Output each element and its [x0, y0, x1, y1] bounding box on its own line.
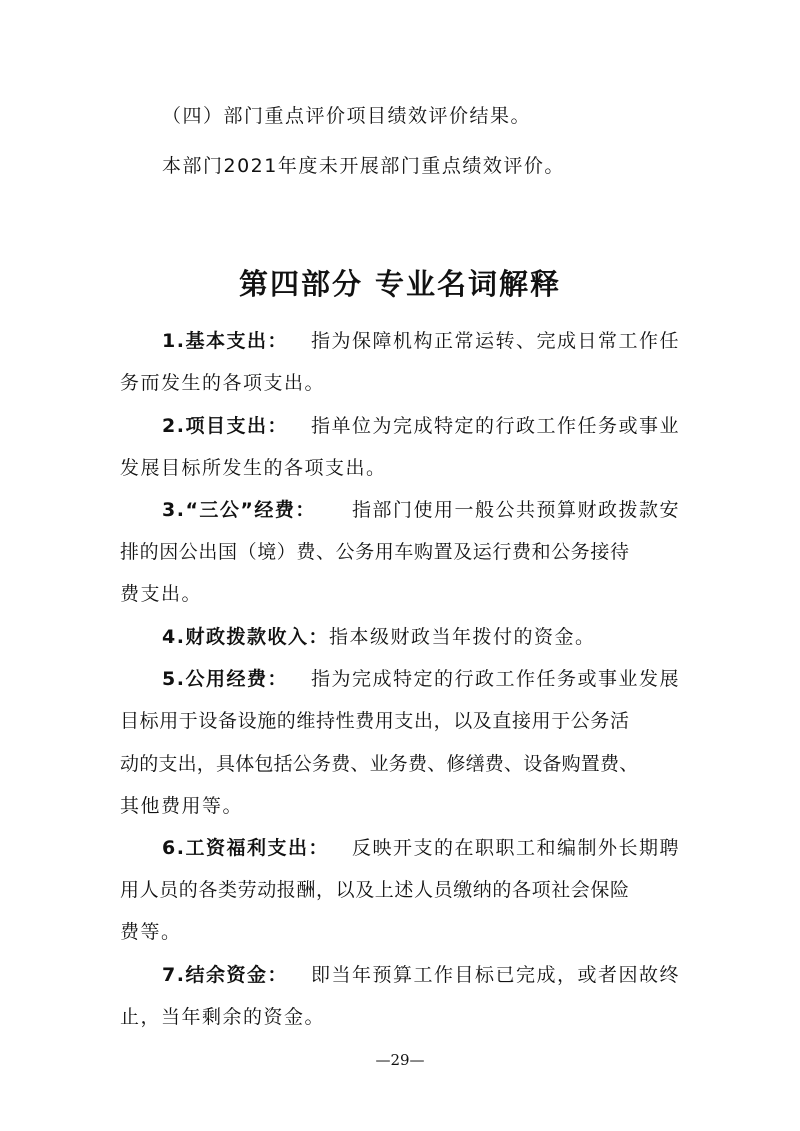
term-6-text-2: 用人员的各类劳动报酬，以及上述人员缴纳的各项社会保险 [120, 879, 630, 901]
term-5-first-line [162, 667, 680, 691]
term-7-text-1: 即当年预算工作目标已完成，或者因故终 [310, 964, 680, 986]
term-4-text-1: 指本级财政当年拨付的资金。 [328, 626, 596, 648]
term-3-text-3: 费支出。 [120, 583, 203, 605]
term-1-label: 1.基本支出： [162, 330, 288, 352]
term-6-label: 6.工资福利支出： [162, 837, 329, 859]
term-3-first-line [162, 498, 680, 522]
term-1-text-1: 指为保障机构正常运转、完成日常工作任 [310, 330, 680, 352]
term-2-text-2: 发展目标所发生的各项支出。 [120, 457, 387, 479]
term-1-first-line [162, 329, 680, 353]
term-1-text-2: 务而发生的各项支出。 [120, 372, 326, 394]
term-5-text-2: 目标用于设备设施的维持性费用支出，以及直接用于公务活 [120, 710, 630, 732]
section-four-body: 本部门2021年度未开展部门重点绩效评价。 [162, 155, 565, 177]
term-5-label: 5.公用经费： [162, 668, 288, 690]
term-4-line [162, 625, 595, 649]
term-2-label: 2.项目支出： [162, 415, 288, 437]
term-3-text-2: 排的因公出国（境）费、公务用车购置及运行费和公务接待 [120, 541, 630, 563]
term-6-text-1: 反映开支的在职职工和编制外长期聘 [351, 837, 680, 859]
term-3-text-1: 指部门使用一般公共预算财政拨款安 [351, 499, 680, 521]
term-5-text-3: 动的支出，具体包括公务费、业务费、修缮费、设备购置费、 [120, 753, 639, 775]
term-7-text-2: 止，当年剩余的资金。 [120, 1006, 326, 1028]
term-7-label: 7.结余资金： [162, 964, 288, 986]
part-title: 第四部分 专业名词解释 [238, 267, 562, 301]
term-3-label: 3.“三公”经费： [162, 499, 316, 521]
page-number: —29— [375, 1051, 425, 1069]
term-5-text-1: 指为完成特定的行政工作任务或事业发展 [310, 668, 680, 690]
term-2-first-line [162, 414, 680, 438]
term-6-first-line [162, 836, 680, 860]
term-2-text-1: 指单位为完成特定的行政工作任务或事业 [310, 415, 680, 437]
term-5-text-4: 其他费用等。 [120, 795, 244, 817]
section-four-heading: （四）部门重点评价项目绩效评价结果。 [162, 105, 532, 127]
term-7-first-line [162, 963, 680, 987]
term-4-label: 4.财政拨款收入： [162, 626, 329, 648]
term-6-text-3: 费等。 [120, 921, 182, 943]
